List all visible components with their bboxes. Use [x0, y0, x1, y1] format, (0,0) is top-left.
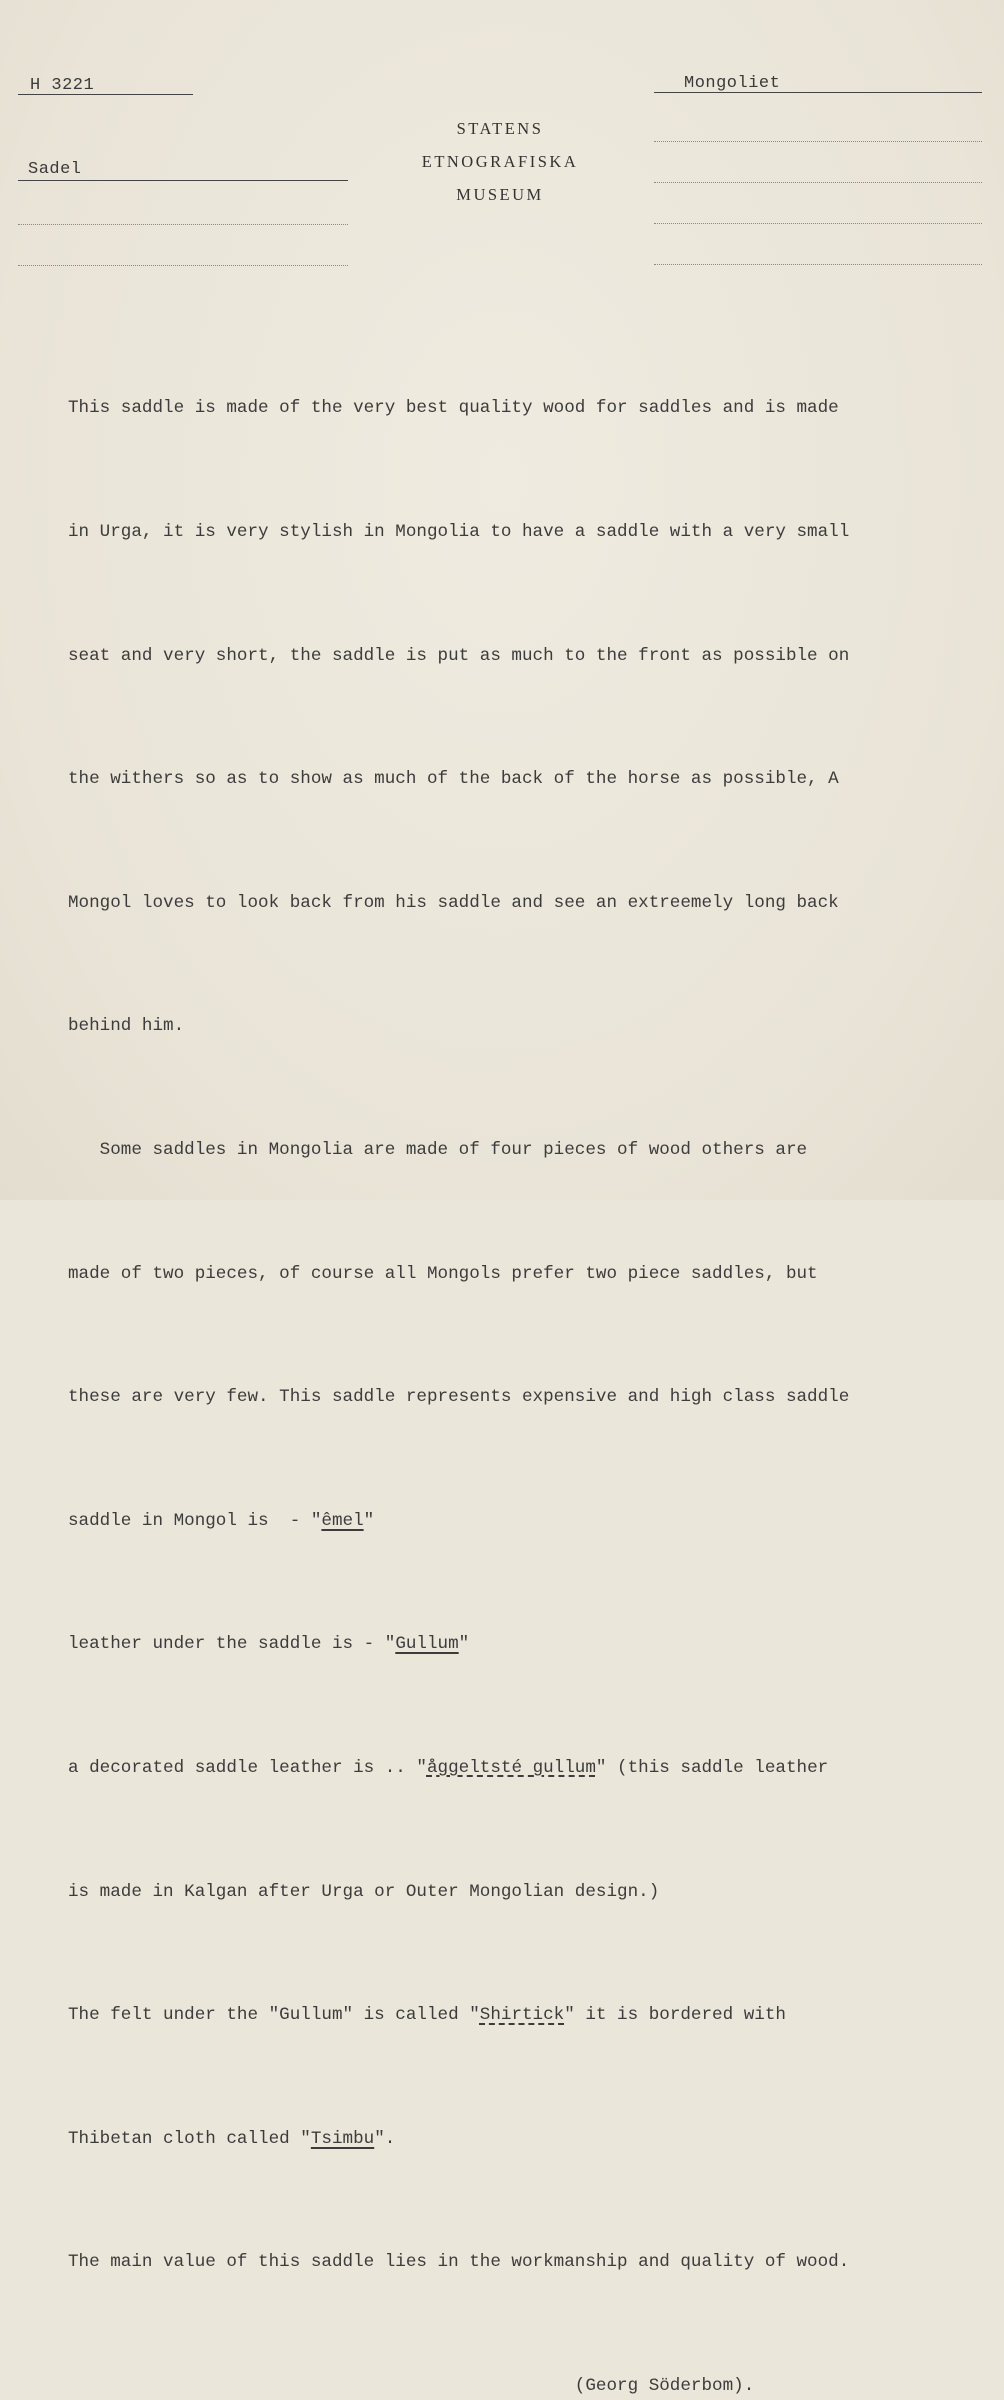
- dotted-line: [654, 223, 982, 224]
- text-line: Some saddles in Mongolia are made of four pieces of wood others are: [68, 1139, 808, 1160]
- text-line: behind him.: [68, 1016, 185, 1037]
- dotted-line: [18, 224, 348, 225]
- term-line-aggeltste: a decorated saddle leather is .. "åggeltsté gullum" (this saddle leather: [68, 1757, 829, 1778]
- text-line: the withers so as to show as much of the back of the horse as possible, A: [68, 769, 839, 790]
- term-aggeltste-gullum: åggeltsté gullum: [426, 1757, 596, 1778]
- institution-line-2: ETNOGRAFISKA: [421, 152, 579, 171]
- institution-line-3: MUSEUM: [456, 185, 544, 204]
- dotted-line: [654, 182, 982, 183]
- term-shirtick: Shirtick: [479, 2005, 565, 2026]
- catalog-number: H 3221: [30, 76, 95, 95]
- term-line-shirtick: The felt under the "Gullum" is called "Shirtick" it is bordered with: [68, 2005, 786, 2026]
- institution-heading: [380, 112, 620, 211]
- region-line: [654, 92, 982, 93]
- text-line: The main value of this saddle lies in the workmanship and quality of wood.: [68, 2252, 850, 2273]
- dotted-line: [654, 264, 982, 265]
- object-name: Sadel: [28, 160, 82, 179]
- region-field: Mongoliet: [684, 74, 781, 93]
- object-name-line: [18, 180, 348, 181]
- term-tsimbu: Tsimbu: [310, 2128, 375, 2149]
- term-gullum: Gullum: [395, 1634, 459, 1655]
- signature: (Georg Söderbom).: [68, 2375, 755, 2396]
- text-line: in Urga, it is very stylish in Mongolia to have a saddle with a very small: [68, 522, 850, 542]
- text-line: Mongol loves to look back from his saddle and see an extreemely long back: [68, 892, 839, 913]
- term-line-emel: saddle in Mongol is - "êmel": [68, 1510, 375, 1531]
- text-line: made of two pieces, of course all Mongols prefer two piece saddles, but: [68, 1263, 818, 1284]
- institution-line-1: STATENS: [456, 119, 544, 138]
- text-line: these are very few. This saddle represents expensive and high class saddle: [68, 1387, 850, 1408]
- term-line-tsimbu: Thibetan cloth called "Tsimbu".: [68, 2128, 396, 2149]
- dotted-line: [654, 141, 982, 142]
- dotted-line: [18, 265, 348, 266]
- text-line: seat and very short, the saddle is put as much to the front as possible on: [68, 645, 850, 666]
- description-text: [68, 306, 1004, 2400]
- text-line: This saddle is made of the very best quality wood for saddles and is made: [68, 398, 839, 419]
- text-line: is made in Kalgan after Urga or Outer Mongolian design.): [68, 1881, 660, 1902]
- term-line-gullum: leather under the saddle is - "Gullum": [68, 1634, 470, 1655]
- term-emel: êmel: [321, 1510, 364, 1531]
- catalog-number-line: [18, 94, 193, 95]
